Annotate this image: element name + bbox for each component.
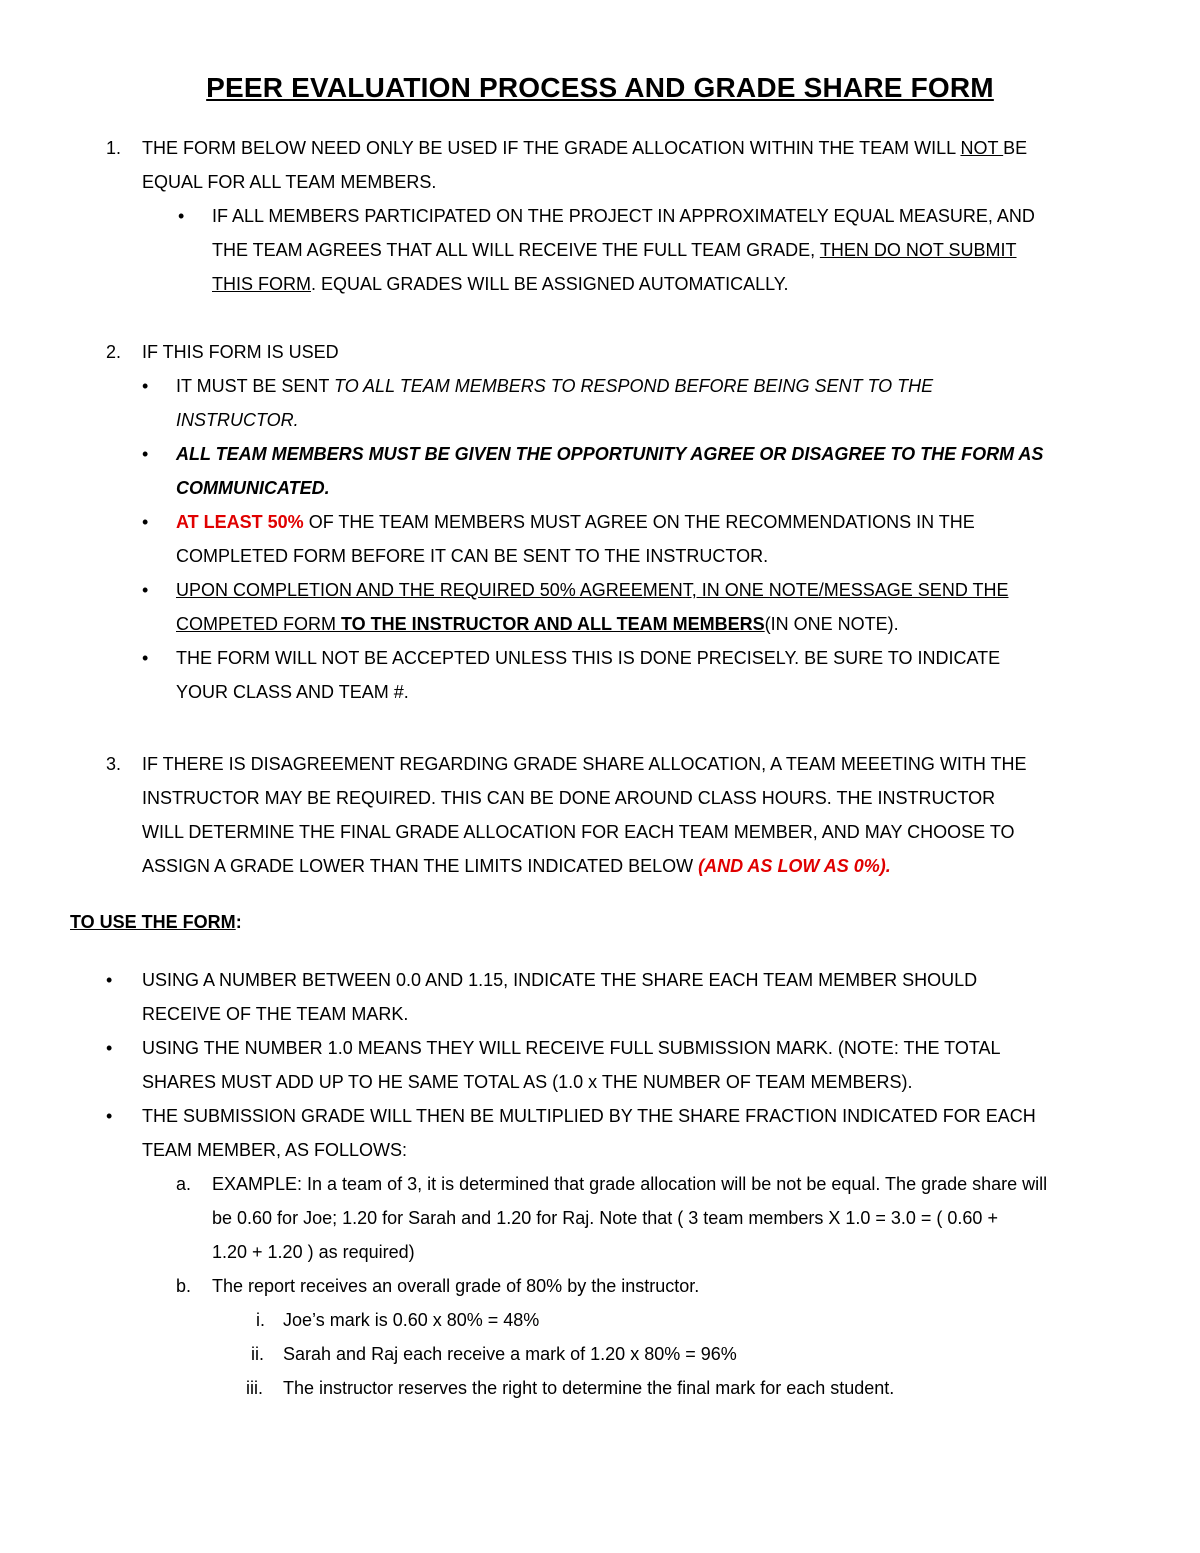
text: THE FORM BELOW NEED ONLY BE USED IF THE GRADE ALLOCATION WITHIN THE TEAM WILL	[142, 138, 961, 158]
section-3-line-4	[142, 855, 891, 877]
page-title: PEER EVALUATION PROCESS AND GRADE SHARE FORM	[206, 72, 994, 103]
sub-item-i-text: Joe’s mark is 0.60 x 80% = 48%	[283, 1310, 540, 1330]
use-bullet-3-line-2: TEAM MEMBER, AS FOLLOWS:	[142, 1140, 408, 1160]
section-1-line-1	[142, 137, 1027, 159]
to-use-heading	[70, 911, 242, 933]
sub-item-a-line-2: be 0.60 for Joe; 1.20 for Sarah and 1.20 for Raj. Note that ( 3 team members X 1.0 = 3.0 = ( 0.60 +	[212, 1208, 998, 1228]
bullet-icon: •	[106, 1106, 113, 1126]
section-2-bullet-2-line-2: COMMUNICATED.	[176, 478, 330, 498]
use-bullet-1-line-2: RECEIVE OF THE TEAM MARK.	[142, 1004, 409, 1024]
use-bullet-3-line-1: THE SUBMISSION GRADE WILL THEN BE MULTIPLIED BY THE SHARE FRACTION INDICATED FOR EACH	[142, 1106, 1036, 1126]
section-2-bullet-5-line-1: THE FORM WILL NOT BE ACCEPTED UNLESS THIS IS DONE PRECISELY. BE SURE TO INDICATE	[176, 648, 1001, 668]
section-2-bullet-1-line-1	[176, 375, 933, 397]
section-3-line-2: INSTRUCTOR MAY BE REQUIRED. THIS CAN BE DONE AROUND CLASS HOURS. THE INSTRUCTOR	[142, 788, 996, 808]
sub-item-a-line-3: 1.20 + 1.20 ) as required)	[212, 1242, 415, 1262]
sub-item-a-line-1: EXAMPLE: In a team of 3, it is determined that grade allocation will be not be equal. The grade share will	[212, 1174, 1048, 1194]
sub-item-ii-text: Sarah and Raj each receive a mark of 1.20 x 80% = 96%	[283, 1344, 737, 1364]
section-1-bullet-line-2	[212, 239, 1017, 261]
section-2-heading: IF THIS FORM IS USED	[142, 342, 339, 362]
sub-item-iii-text: The instructor reserves the right to determine the final mark for each student.	[283, 1378, 895, 1398]
text-underlined-bold: TO THE INSTRUCTOR AND ALL TEAM MEMBERS	[341, 614, 765, 634]
section-2-bullet-2-line-1: ALL TEAM MEMBERS MUST BE GIVEN THE OPPORTUNITY AGREE OR DISAGREE TO THE FORM AS	[176, 444, 1044, 464]
bullet-icon: •	[142, 376, 149, 396]
section-3-line-3: WILL DETERMINE THE FINAL GRADE ALLOCATION FOR EACH TEAM MEMBER, AND MAY CHOOSE TO	[142, 822, 1015, 842]
text: ASSIGN A GRADE LOWER THAN THE LIMITS INDICATED BELOW	[142, 856, 699, 876]
text-italic: TO ALL TEAM MEMBERS TO RESPOND BEFORE BEING SENT TO THE	[334, 376, 934, 396]
text: :	[235, 912, 242, 932]
sub-item-a-label: a.	[176, 1174, 192, 1194]
sub-item-ii-label: ii.	[251, 1344, 264, 1364]
bullet-icon: •	[142, 580, 149, 600]
sub-item-i-label: i.	[256, 1310, 265, 1330]
section-2-bullet-3-line-1	[176, 511, 975, 533]
sub-item-b-label: b.	[176, 1276, 192, 1296]
use-bullet-1-line-1: USING A NUMBER BETWEEN 0.0 AND 1.15, INDICATE THE SHARE EACH TEAM MEMBER SHOULD	[142, 970, 978, 990]
text: (IN ONE NOTE).	[764, 614, 899, 634]
section-3-line-1: IF THERE IS DISAGREEMENT REGARDING GRADE SHARE ALLOCATION, A TEAM MEEETING WITH THE	[142, 754, 1027, 774]
text: BE	[1003, 138, 1028, 158]
bullet-icon: •	[106, 1038, 113, 1058]
text: THE TEAM AGREES THAT ALL WILL RECEIVE THE FULL TEAM GRADE,	[212, 240, 820, 260]
text-red-bold: AT LEAST 50%	[176, 512, 304, 532]
use-bullet-2-line-2: SHARES MUST ADD UP TO HE SAME TOTAL AS (1.0 x THE NUMBER OF TEAM MEMBERS).	[142, 1072, 913, 1092]
text-underlined: TO USE THE FORM	[70, 912, 236, 932]
section-2-bullet-5-line-2: YOUR CLASS AND TEAM #.	[176, 682, 409, 702]
section-1-bullet-line-1: IF ALL MEMBERS PARTICIPATED ON THE PROJECT IN APPROXIMATELY EQUAL MEASURE, AND	[212, 206, 1035, 226]
text-not-underlined: NOT	[960, 138, 1004, 158]
text-underlined: THEN DO NOT SUBMIT	[819, 240, 1017, 260]
section-2-bullet-4-line-1: UPON COMPLETION AND THE REQUIRED 50% AGREEMENT, IN ONE NOTE/MESSAGE SEND THE	[176, 580, 1009, 600]
sub-item-b-line-1: The report receives an overall grade of 80% by the instructor.	[212, 1276, 700, 1296]
section-1-line-2: EQUAL FOR ALL TEAM MEMBERS.	[142, 172, 437, 192]
section-1-number: 1.	[106, 138, 122, 158]
section-3-number: 3.	[106, 754, 122, 774]
section-2-bullet-4-line-2	[176, 613, 899, 635]
text: . EQUAL GRADES WILL BE ASSIGNED AUTOMATICALLY.	[311, 274, 789, 294]
bullet-icon: •	[106, 970, 113, 990]
use-bullet-2-line-1: USING THE NUMBER 1.0 MEANS THEY WILL RECEIVE FULL SUBMISSION MARK. (NOTE: THE TOTAL	[142, 1038, 1001, 1058]
section-2-bullet-3-line-2: COMPLETED FORM BEFORE IT CAN BE SENT TO THE INSTRUCTOR.	[176, 546, 769, 566]
section-2-number: 2.	[106, 342, 122, 362]
bullet-icon: •	[142, 444, 149, 464]
text: OF THE TEAM MEMBERS MUST AGREE ON THE RECOMMENDATIONS IN THE	[303, 512, 975, 532]
bullet-icon: •	[142, 512, 149, 532]
section-1-bullet-line-3	[212, 273, 788, 295]
bullet-icon: •	[142, 648, 149, 668]
text-underlined: COMPETED FORM	[176, 614, 341, 634]
sub-item-iii-label: iii.	[246, 1378, 263, 1398]
bullet-icon: •	[178, 206, 185, 226]
text-underlined: THIS FORM	[212, 274, 311, 294]
section-2-bullet-1-line-2: INSTRUCTOR.	[176, 410, 299, 430]
text: IT MUST BE SENT	[176, 376, 335, 396]
text-red-bold-italic: (AND AS LOW AS 0%).	[698, 856, 891, 876]
